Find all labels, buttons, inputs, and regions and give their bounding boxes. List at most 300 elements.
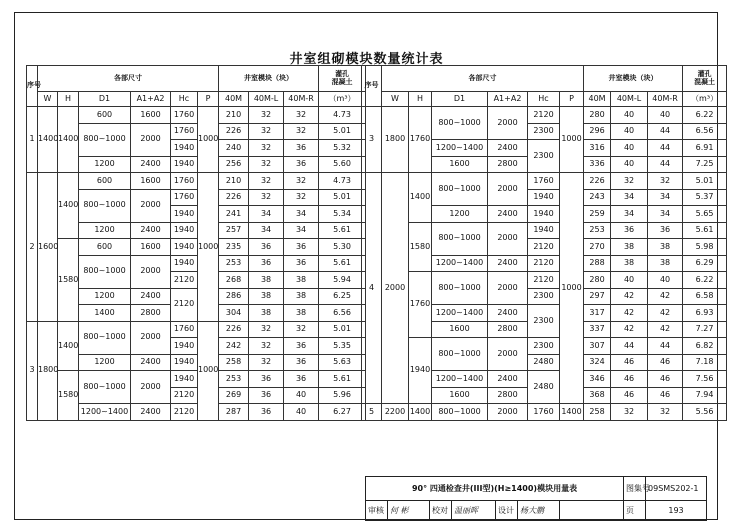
hc-cell: 1940 — [171, 371, 198, 388]
h-cell: 1400 — [58, 173, 79, 239]
m40-cell: 226 — [584, 173, 611, 190]
hc-cell: 2120 — [171, 387, 198, 404]
hc-cell: 2120 — [171, 272, 198, 289]
header-hc: Hc — [171, 92, 198, 107]
d1-cell: 800~1000 — [79, 189, 131, 222]
m40-cell: 226 — [219, 189, 249, 206]
h-cell: 1760 — [409, 272, 432, 338]
table-row — [362, 404, 727, 421]
a-cell: 2000 — [131, 371, 171, 404]
left-statistics-table — [26, 65, 366, 421]
table-row — [362, 222, 727, 239]
table-title: 井室组砌模块数量统计表 — [289, 52, 444, 67]
w-cell: 1800 — [38, 321, 58, 420]
h-cell: 1940 — [409, 338, 432, 404]
m40-cell: 226 — [219, 123, 249, 140]
m40r-cell: 40 — [648, 272, 683, 289]
hc-cell: 1760 — [528, 173, 560, 190]
hc-cell: 2120 — [528, 107, 560, 124]
m40l-cell: 44 — [611, 338, 648, 355]
h-cell: 1580 — [58, 371, 79, 421]
header-dims: 各部尺寸 — [382, 66, 584, 92]
concrete-cell: 5.94 — [319, 272, 366, 289]
header-40m-r: 40M-R — [648, 92, 683, 107]
m40-cell: 337 — [584, 321, 611, 338]
a-cell: 1600 — [131, 173, 171, 190]
header-d1: D1 — [432, 92, 488, 107]
p-cell: 1400 — [560, 404, 584, 421]
m40r-cell: 46 — [648, 387, 683, 404]
a-cell: 2000 — [488, 338, 528, 371]
d1-cell: 800~1000 — [79, 321, 131, 354]
m40-cell: 280 — [584, 272, 611, 289]
m40r-cell: 32 — [648, 404, 683, 421]
hc-cell: 1940 — [171, 255, 198, 272]
m40r-cell: 42 — [648, 305, 683, 322]
a-cell: 2800 — [488, 387, 528, 404]
d1-cell: 1200~1400 — [432, 305, 488, 322]
a-cell: 2000 — [131, 255, 171, 288]
header-d1: D1 — [79, 92, 131, 107]
m40r-cell: 36 — [284, 239, 319, 256]
hc-cell: 2120 — [171, 288, 198, 321]
header-p: P — [560, 92, 584, 107]
concrete-cell: 4.73 — [319, 173, 366, 190]
header-concrete-unit: （m³） — [319, 92, 366, 107]
concrete-cell: 5.61 — [319, 371, 366, 388]
header-40m-l: 40M-L — [249, 92, 284, 107]
m40r-cell: 38 — [284, 288, 319, 305]
m40r-cell: 36 — [284, 156, 319, 173]
m40-cell: 307 — [584, 338, 611, 355]
m40r-cell: 32 — [284, 321, 319, 338]
hc-cell: 2300 — [528, 288, 560, 305]
header-h: H — [409, 92, 432, 107]
d1-cell: 1200 — [79, 222, 131, 239]
hc-cell: 2120 — [528, 272, 560, 289]
a-cell: 2400 — [488, 140, 528, 157]
d1-cell: 600 — [79, 107, 131, 124]
a-cell: 2800 — [488, 321, 528, 338]
hc-cell: 2120 — [528, 255, 560, 272]
concrete-cell: 5.61 — [319, 222, 366, 239]
p-cell: 1000 — [198, 107, 219, 173]
header-p: P — [198, 92, 219, 107]
m40l-cell: 32 — [249, 123, 284, 140]
table-row — [362, 338, 727, 355]
hc-cell: 1940 — [528, 206, 560, 223]
table-row — [362, 173, 727, 190]
m40-cell: 240 — [219, 140, 249, 157]
m40-cell: 287 — [219, 404, 249, 421]
a-cell: 2000 — [488, 272, 528, 305]
a-cell: 2400 — [131, 222, 171, 239]
m40r-cell: 42 — [648, 288, 683, 305]
m40-cell: 336 — [584, 156, 611, 173]
m40r-cell: 42 — [648, 321, 683, 338]
table-row — [27, 239, 366, 256]
right-statistics-table — [361, 65, 727, 421]
h-cell: 1760 — [409, 107, 432, 173]
hc-cell: 1940 — [171, 140, 198, 157]
header-concrete-unit: （m³） — [683, 92, 727, 107]
concrete-cell: 6.82 — [683, 338, 727, 355]
m40r-cell: 44 — [648, 123, 683, 140]
d1-cell: 1600 — [432, 321, 488, 338]
d1-cell: 800~1000 — [432, 173, 488, 206]
a-cell: 2400 — [488, 206, 528, 223]
m40-cell: 256 — [219, 156, 249, 173]
concrete-cell: 5.60 — [319, 156, 366, 173]
designer-signature: 杨大鹏 — [518, 501, 560, 521]
hc-cell: 2120 — [171, 404, 198, 421]
m40-cell: 259 — [584, 206, 611, 223]
m40r-cell: 36 — [284, 140, 319, 157]
page-number: 193 — [646, 501, 707, 521]
m40-cell: 253 — [584, 222, 611, 239]
m40l-cell: 32 — [249, 173, 284, 190]
m40l-cell: 42 — [611, 305, 648, 322]
seq-cell: 2 — [27, 173, 38, 322]
atlas-no-label: 图集号 — [624, 477, 646, 501]
concrete-cell: 5.35 — [319, 338, 366, 355]
m40-cell: 304 — [219, 305, 249, 322]
m40r-cell: 46 — [648, 371, 683, 388]
m40l-cell: 36 — [249, 387, 284, 404]
concrete-cell: 6.22 — [683, 107, 727, 124]
table-row — [27, 107, 366, 124]
header-concrete: 灌孔 混凝土 — [319, 66, 366, 92]
hc-cell: 2120 — [528, 239, 560, 256]
reviewer-signature: 何 彬 — [388, 501, 430, 521]
a-cell: 2400 — [131, 288, 171, 305]
m40r-cell: 36 — [648, 222, 683, 239]
m40r-cell: 38 — [284, 272, 319, 289]
a-cell: 2400 — [131, 404, 171, 421]
concrete-cell: 5.37 — [683, 189, 727, 206]
m40r-cell: 36 — [284, 255, 319, 272]
h-cell: 1400 — [58, 107, 79, 173]
m40r-cell: 44 — [648, 156, 683, 173]
m40r-cell: 36 — [284, 338, 319, 355]
a-cell: 2000 — [488, 404, 528, 421]
page-label: 页 — [624, 501, 646, 521]
d1-cell: 600 — [79, 239, 131, 256]
concrete-cell: 6.25 — [319, 288, 366, 305]
table-row — [27, 371, 366, 388]
m40l-cell: 38 — [249, 288, 284, 305]
hc-cell: 1940 — [171, 338, 198, 355]
d1-cell: 1200 — [79, 156, 131, 173]
m40l-cell: 40 — [611, 123, 648, 140]
p-cell: 1000 — [560, 107, 584, 173]
header-40m: 40M — [219, 92, 249, 107]
m40l-cell: 34 — [249, 222, 284, 239]
m40-cell: 296 — [584, 123, 611, 140]
concrete-cell: 7.27 — [683, 321, 727, 338]
hc-cell: 1940 — [171, 239, 198, 256]
header-40m-r: 40M-R — [284, 92, 319, 107]
m40-cell: 286 — [219, 288, 249, 305]
m40l-cell: 32 — [611, 404, 648, 421]
m40r-cell: 46 — [648, 354, 683, 371]
concrete-cell: 5.34 — [319, 206, 366, 223]
h-cell: 1400 — [409, 173, 432, 223]
m40-cell: 235 — [219, 239, 249, 256]
d1-cell: 800~1000 — [432, 338, 488, 371]
d1-cell: 800~1000 — [432, 272, 488, 305]
concrete-cell: 5.32 — [319, 140, 366, 157]
m40-cell: 242 — [219, 338, 249, 355]
m40r-cell: 38 — [648, 255, 683, 272]
m40-cell: 253 — [219, 255, 249, 272]
h-cell: 1580 — [58, 239, 79, 322]
table-row — [27, 173, 366, 190]
hc-cell: 1760 — [171, 123, 198, 140]
hc-cell: 2300 — [528, 123, 560, 140]
checker-signature: 温丽晖 — [452, 501, 496, 521]
m40-cell: 210 — [219, 173, 249, 190]
atlas-number: 09SMS202-1 — [646, 477, 707, 501]
m40l-cell: 40 — [611, 272, 648, 289]
d1-cell: 800~1000 — [432, 222, 488, 255]
m40l-cell: 46 — [611, 354, 648, 371]
table-row — [27, 321, 366, 338]
m40-cell: 253 — [219, 371, 249, 388]
header-w: W — [38, 92, 58, 107]
a-cell: 2400 — [488, 371, 528, 388]
seq-cell: 4 — [362, 173, 382, 404]
concrete-cell: 5.01 — [319, 321, 366, 338]
m40l-cell: 34 — [611, 189, 648, 206]
header-40m: 40M — [584, 92, 611, 107]
h-cell: 1400 — [58, 321, 79, 371]
m40l-cell: 42 — [611, 288, 648, 305]
m40r-cell: 34 — [284, 222, 319, 239]
concrete-cell: 5.01 — [683, 173, 727, 190]
a-cell: 2400 — [131, 354, 171, 371]
m40l-cell: 36 — [249, 255, 284, 272]
d1-cell: 1200~1400 — [432, 371, 488, 388]
hc-cell: 1940 — [171, 156, 198, 173]
hc-cell: 1940 — [528, 189, 560, 206]
m40r-cell: 36 — [284, 371, 319, 388]
a-cell: 2400 — [488, 255, 528, 272]
header-40m-l: 40M-L — [611, 92, 648, 107]
hc-cell: 1940 — [171, 206, 198, 223]
m40l-cell: 32 — [249, 354, 284, 371]
header-a: A1+A2 — [131, 92, 171, 107]
concrete-cell: 5.61 — [319, 255, 366, 272]
header-seq: 序号 — [27, 66, 38, 107]
m40r-cell: 36 — [284, 354, 319, 371]
m40l-cell: 38 — [611, 255, 648, 272]
m40-cell: 317 — [584, 305, 611, 322]
concrete-cell: 6.56 — [319, 305, 366, 322]
m40l-cell: 46 — [611, 387, 648, 404]
concrete-cell: 5.30 — [319, 239, 366, 256]
title-block — [365, 476, 706, 520]
concrete-cell: 6.27 — [319, 404, 366, 421]
table-row — [362, 272, 727, 289]
header-modules: 井室模块（块） — [584, 66, 683, 92]
m40-cell: 297 — [584, 288, 611, 305]
header-a: A1+A2 — [488, 92, 528, 107]
w-cell: 1600 — [38, 173, 58, 322]
check-label: 校对 — [430, 501, 452, 521]
header-hc: Hc — [528, 92, 560, 107]
m40l-cell: 38 — [249, 305, 284, 322]
a-cell: 2800 — [488, 156, 528, 173]
concrete-cell: 7.94 — [683, 387, 727, 404]
d1-cell: 1600 — [432, 156, 488, 173]
a-cell: 2000 — [488, 222, 528, 255]
m40-cell: 288 — [584, 255, 611, 272]
hc-cell: 2480 — [528, 354, 560, 371]
m40-cell: 226 — [219, 321, 249, 338]
concrete-cell: 5.01 — [319, 123, 366, 140]
hc-cell: 1760 — [171, 107, 198, 124]
m40l-cell: 36 — [249, 371, 284, 388]
p-cell: 1000 — [560, 173, 584, 404]
w-cell: 2200 — [382, 404, 409, 421]
a-cell: 2000 — [131, 321, 171, 354]
m40-cell: 269 — [219, 387, 249, 404]
m40l-cell: 32 — [249, 338, 284, 355]
concrete-cell: 5.98 — [683, 239, 727, 256]
seq-cell: 3 — [362, 107, 382, 173]
m40l-cell: 34 — [611, 206, 648, 223]
d1-cell: 1200~1400 — [432, 255, 488, 272]
m40-cell: 270 — [584, 239, 611, 256]
seq-cell: 1 — [27, 107, 38, 173]
a-cell: 1600 — [131, 107, 171, 124]
m40l-cell: 32 — [611, 173, 648, 190]
m40r-cell: 44 — [648, 338, 683, 355]
m40l-cell: 38 — [611, 239, 648, 256]
m40-cell: 258 — [584, 404, 611, 421]
concrete-cell: 6.29 — [683, 255, 727, 272]
m40r-cell: 40 — [284, 387, 319, 404]
m40r-cell: 32 — [648, 173, 683, 190]
m40r-cell: 40 — [648, 107, 683, 124]
d1-cell: 1200 — [79, 354, 131, 371]
w-cell: 1400 — [38, 107, 58, 173]
hc-cell: 1760 — [171, 321, 198, 338]
concrete-cell: 7.25 — [683, 156, 727, 173]
d1-cell: 1200 — [432, 206, 488, 223]
concrete-cell: 5.65 — [683, 206, 727, 223]
m40l-cell: 36 — [611, 222, 648, 239]
m40-cell: 268 — [219, 272, 249, 289]
concrete-cell: 6.56 — [683, 123, 727, 140]
w-cell: 2000 — [382, 173, 409, 404]
hc-cell: 2300 — [528, 305, 560, 338]
m40-cell: 368 — [584, 387, 611, 404]
m40r-cell: 32 — [284, 189, 319, 206]
concrete-cell: 5.01 — [319, 189, 366, 206]
a-cell: 2000 — [488, 173, 528, 206]
d1-cell: 800~1000 — [79, 123, 131, 156]
review-label: 审核 — [366, 501, 388, 521]
m40-cell: 243 — [584, 189, 611, 206]
m40l-cell: 32 — [249, 189, 284, 206]
hc-cell: 1760 — [171, 173, 198, 190]
m40r-cell: 34 — [648, 206, 683, 223]
m40r-cell: 32 — [284, 107, 319, 124]
hc-cell: 2300 — [528, 338, 560, 355]
seq-cell: 5 — [362, 404, 382, 421]
header-modules: 井室模块（块） — [219, 66, 319, 92]
p-cell: 1000 — [198, 173, 219, 322]
d1-cell: 1600 — [432, 387, 488, 404]
hc-cell: 2480 — [528, 371, 560, 404]
d1-cell: 1400 — [79, 305, 131, 322]
m40l-cell: 36 — [249, 239, 284, 256]
hc-cell: 1940 — [528, 222, 560, 239]
a-cell: 2400 — [488, 305, 528, 322]
d1-cell: 800~1000 — [432, 107, 488, 140]
signature-blank — [560, 501, 624, 521]
concrete-cell: 6.58 — [683, 288, 727, 305]
m40r-cell: 38 — [648, 239, 683, 256]
concrete-cell: 5.61 — [683, 222, 727, 239]
a-cell: 2400 — [131, 156, 171, 173]
m40-cell: 316 — [584, 140, 611, 157]
hc-cell: 1940 — [171, 354, 198, 371]
m40l-cell: 40 — [611, 107, 648, 124]
m40r-cell: 32 — [284, 123, 319, 140]
header-seq: 序号 — [362, 66, 382, 107]
m40l-cell: 34 — [249, 206, 284, 223]
hc-cell: 1940 — [171, 222, 198, 239]
hc-cell: 1760 — [528, 404, 560, 421]
a-cell: 1600 — [131, 239, 171, 256]
m40l-cell: 40 — [611, 156, 648, 173]
m40r-cell: 34 — [284, 206, 319, 223]
m40l-cell: 46 — [611, 371, 648, 388]
m40-cell: 210 — [219, 107, 249, 124]
d1-cell: 1200 — [79, 288, 131, 305]
concrete-cell: 5.96 — [319, 387, 366, 404]
m40l-cell: 32 — [249, 107, 284, 124]
d1-cell: 1200~1400 — [79, 404, 131, 421]
concrete-cell: 5.56 — [683, 404, 727, 421]
concrete-cell: 6.22 — [683, 272, 727, 289]
m40l-cell: 32 — [249, 156, 284, 173]
header-dims: 各部尺寸 — [38, 66, 219, 92]
concrete-cell: 7.18 — [683, 354, 727, 371]
m40l-cell: 40 — [611, 140, 648, 157]
header-h: H — [58, 92, 79, 107]
m40-cell: 280 — [584, 107, 611, 124]
m40r-cell: 32 — [284, 173, 319, 190]
m40r-cell: 40 — [284, 404, 319, 421]
table-row — [362, 107, 727, 124]
m40l-cell: 42 — [611, 321, 648, 338]
m40-cell: 346 — [584, 371, 611, 388]
design-label: 设计 — [496, 501, 518, 521]
h-cell: 1580 — [409, 222, 432, 272]
m40-cell: 241 — [219, 206, 249, 223]
a-cell: 2800 — [131, 305, 171, 322]
header-w: W — [382, 92, 409, 107]
m40l-cell: 38 — [249, 272, 284, 289]
m40-cell: 258 — [219, 354, 249, 371]
d1-cell: 800~1000 — [79, 371, 131, 404]
hc-cell: 2300 — [528, 140, 560, 173]
p-cell: 1000 — [198, 321, 219, 420]
